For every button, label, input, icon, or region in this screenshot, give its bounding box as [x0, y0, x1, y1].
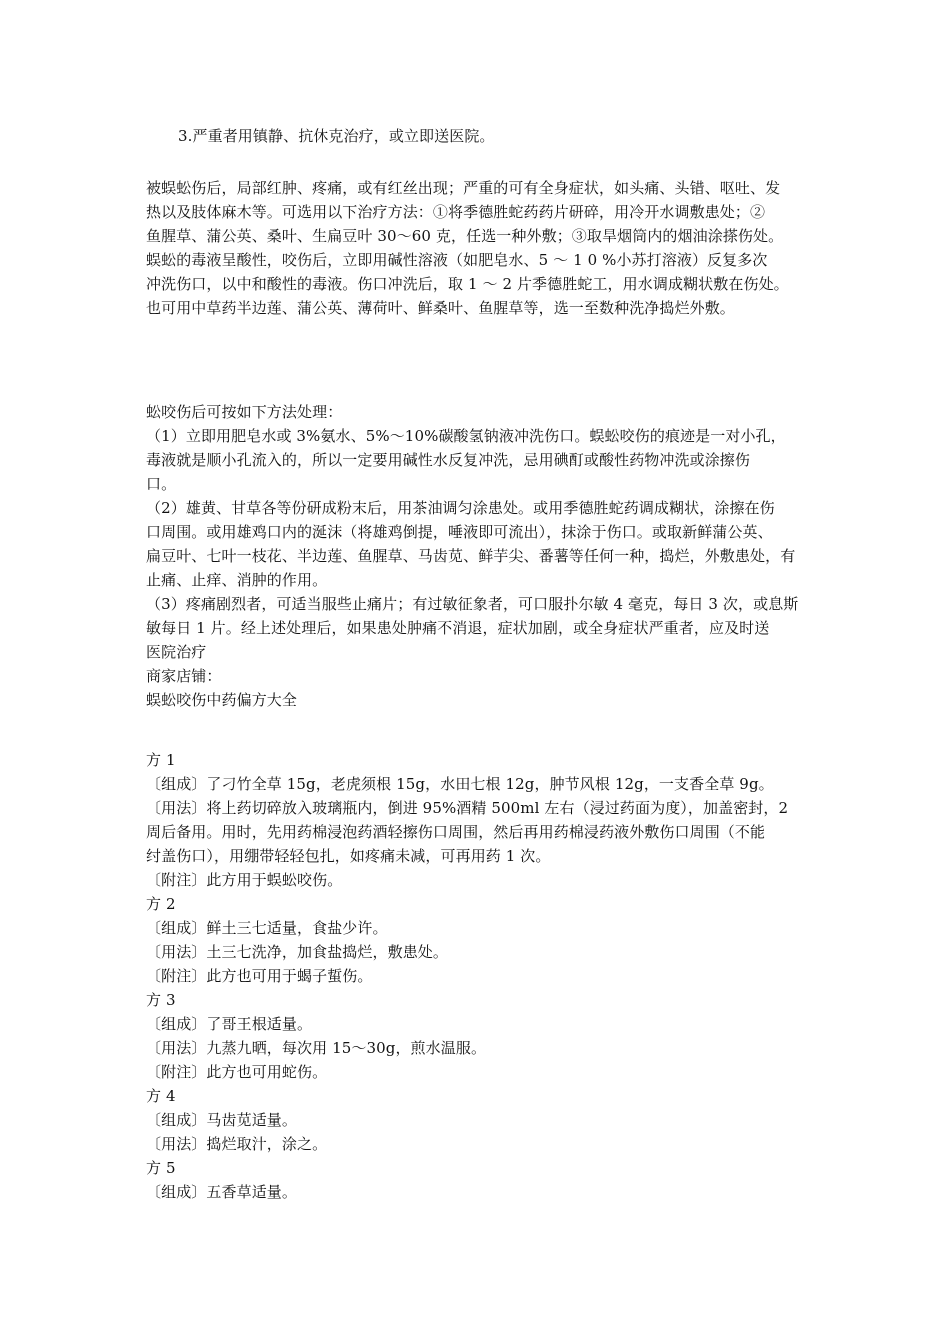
- text-line: （2）雄黄、甘草各等份研成粉末后，用茶油调匀涂患处。或用季德胜蛇药调成糊状，涂擦在伤: [146, 499, 775, 517]
- recipe-heading: 方 3: [146, 991, 176, 1009]
- text-line: 止痛、止痒、消肿的作用。: [146, 571, 328, 589]
- recipe-line: 〔组成〕马齿苋适量。: [146, 1111, 298, 1129]
- recipe-heading: 方 5: [146, 1159, 176, 1177]
- recipe-line: 〔用法〕捣烂取汁，涂之。: [146, 1135, 328, 1153]
- section-heading: 蚣咬伤后可按如下方法处理：: [146, 403, 343, 421]
- recipe-heading: 方 4: [146, 1087, 176, 1105]
- recipe-line: 〔组成〕了刁竹全草 15g，老虎须根 15g，水田七根 12g，肿节风根 12g，一支香全草 9g。: [146, 775, 774, 793]
- text-line: 被蜈蚣伤后，局部红肿、疼痛，或有红丝出现；严重的可有全身症状，如头痛、头错、呕吐、发: [146, 179, 781, 197]
- text-line: 口。: [146, 475, 177, 493]
- text-line: 医院治疗: [146, 643, 207, 661]
- recipe-line: 〔用法〕将上药切碎放入玻璃瓶内，倒进 95%酒精 500ml 左右（浸过药面为度），加盖密封，2: [146, 799, 789, 817]
- recipe-line: 〔附注〕此方也可用蛇伤。: [146, 1063, 328, 1081]
- recipe-line: 〔用法〕土三七洗净，加食盐捣烂，敷患处。: [146, 943, 449, 961]
- intro-section: [146, 124, 826, 148]
- recipe-line: 周后备用。用时，先用药棉浸泡药酒轻擦伤口周围，然后再用药棉浸药液外敷伤口周围（不能: [146, 823, 766, 841]
- text-line: （1）立即用肥皂水或 3%氨水、5%～10%碳酸氢钠液冲洗伤口。蜈蚣咬伤的痕迹是一对小孔，: [146, 427, 786, 445]
- recipe-line: 〔组成〕鲜土三七适量，食盐少许。: [146, 919, 388, 937]
- text-line: 毒液就是顺小孔流入的，所以一定要用碱性水反复冲洗，忌用碘酊或酸性药物冲洗或涂擦伤: [146, 451, 751, 469]
- recipe-heading: 方 1: [146, 751, 176, 769]
- text-line: （3）疼痛剧烈者，可适当服些止痛片；有过敏征象者，可口服扑尔敏 4 毫克，每日 3 次，或息斯: [146, 595, 799, 613]
- recipes-section: [146, 748, 826, 1204]
- text-line: 蜈蚣的毒液呈酸性，咬伤后，立即用碱性溶液（如肥皂水、5 ～ 1 0 %小苏打溶液）反复多次: [146, 251, 768, 269]
- treatment-methods-section: [146, 400, 826, 712]
- recipe-heading: 方 2: [146, 895, 176, 913]
- recipe-line: 〔附注〕此方也可用于蝎子蜇伤。: [146, 967, 373, 985]
- shop-label: 商家店铺：: [146, 667, 222, 685]
- recipe-line: 〔组成〕五香草适量。: [146, 1183, 298, 1201]
- text-line: 冲洗伤口，以中和酸性的毒液。伤口冲洗后，取 1 ～ 2 片季德胜蛇工，用水调成糊状敷在伤处。: [146, 275, 789, 293]
- centipede-bite-paragraph: [146, 176, 826, 320]
- text-line: 敏每日 1 片。经上述处理后，如果患处肿痛不消退，症状加剧，或全身症状严重者，应及时送: [146, 619, 770, 637]
- recipe-line: 〔用法〕九蒸九晒，每次用 15～30g，煎水温服。: [146, 1039, 487, 1057]
- recipe-line: 〔组成〕了哥王根适量。: [146, 1015, 313, 1033]
- recipe-collection-title: 蜈蚣咬伤中药偏方大全: [146, 691, 298, 709]
- text-line: 鱼腥草、蒲公英、桑叶、生扁豆叶 30～60 克，任选一种外敷；③取旱烟筒内的烟油涂搽伤处。: [146, 227, 784, 245]
- treatment-item-3: 3.严重者用镇静、抗休克治疗，或立即送医院。: [178, 127, 495, 145]
- text-line: 扁豆叶、七叶一枝花、半边莲、鱼腥草、马齿苋、鲜芋尖、番薯等任何一种，捣烂，外敷患处，有: [146, 547, 796, 565]
- recipe-line: 纣盖伤口），用绷带轻轻包扎，如疼痛未减，可再用药 1 次。: [146, 847, 551, 865]
- recipe-line: 〔附注〕此方用于蜈蚣咬伤。: [146, 871, 343, 889]
- text-line: 也可用中草药半边莲、蒲公英、薄荷叶、鲜桑叶、鱼腥草等，选一至数种洗净捣烂外敷。: [146, 299, 735, 317]
- text-line: 热以及肢体麻木等。可选用以下治疗方法：①将季德胜蛇药药片研碎，用冷开水调敷患处；②: [146, 203, 766, 221]
- text-line: 口周围。或用雄鸡口内的涎沫（将雄鸡倒提，唾液即可流出），抹涂于伤口。或取新鲜蒲公英、: [146, 523, 773, 541]
